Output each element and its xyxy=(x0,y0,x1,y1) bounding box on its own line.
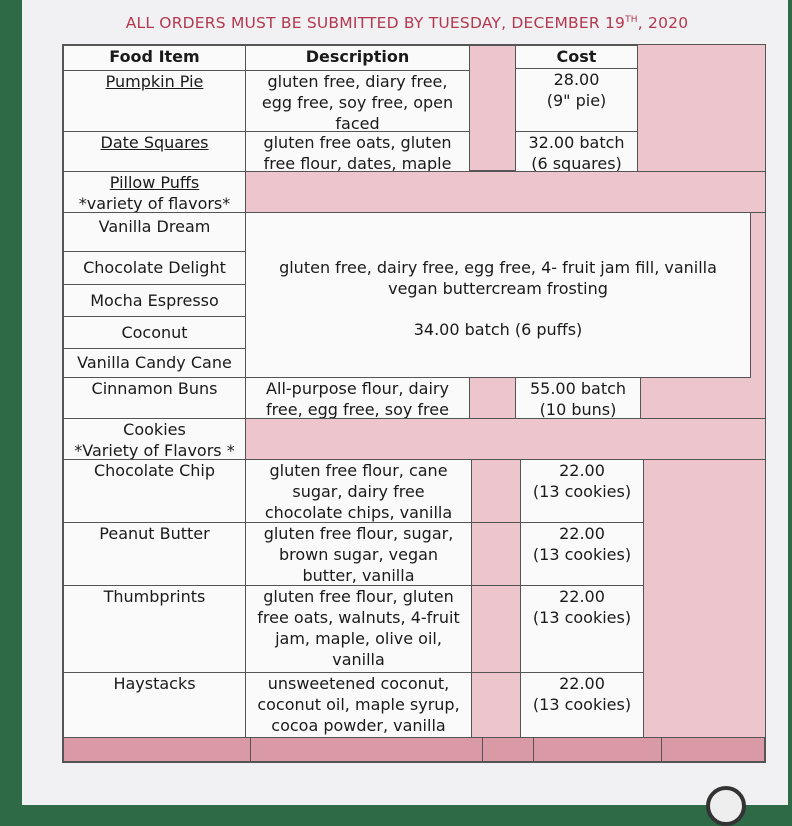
empty-row-cell xyxy=(533,737,662,762)
section-cookies xyxy=(63,418,246,460)
empty-row-cell xyxy=(661,737,765,762)
pillow-puffs-cost: 34.00 batch (6 puffs) xyxy=(413,320,583,339)
menu-sheet xyxy=(22,0,788,805)
cost-thumbprints: 22.00 (13 cookies) xyxy=(520,585,644,673)
section-pillow-puffs xyxy=(63,171,246,213)
flavor-vanilla-candy-cane: Vanilla Candy Cane xyxy=(63,348,246,378)
item-peanut-butter: Peanut Butter xyxy=(63,522,246,586)
pillow-puffs-subtitle: *variety of flavors* xyxy=(78,194,231,213)
order-deadline-notice: ALL ORDERS MUST BE SUBMITTED BY TUESDAY, DECEMBER 19TH, 2020 xyxy=(125,14,689,32)
cost-peanut-butter: 22.00 (13 cookies) xyxy=(520,522,644,586)
pillow-puffs-band xyxy=(245,171,765,213)
cookies-band xyxy=(245,418,765,460)
empty-row-cell xyxy=(63,737,251,762)
cookies-subtitle: *Variety of Flavors * xyxy=(74,441,235,460)
header-food-item: Food Item xyxy=(63,45,246,71)
pillow-puffs-details xyxy=(245,212,751,378)
item-chocolate-chip: Chocolate Chip xyxy=(63,459,246,523)
cookies-title: Cookies xyxy=(123,420,186,439)
spacer-cell xyxy=(471,585,521,673)
cost-date-squares: 32.00 batch (6 squares) xyxy=(515,131,638,172)
corner-logo-icon xyxy=(706,786,746,826)
desc-pumpkin-pie: gluten free, diary free, egg free, soy free, open faced xyxy=(245,70,470,132)
item-cinnamon-buns: Cinnamon Buns xyxy=(63,377,246,419)
item-haystacks: Haystacks xyxy=(63,672,246,738)
cost-pumpkin-pie: 28.00 (9" pie) xyxy=(515,68,638,132)
spacer-cell xyxy=(469,377,516,419)
spacer-cell xyxy=(471,522,521,586)
cost-chocolate-chip: 22.00 (13 cookies) xyxy=(520,459,644,523)
desc-peanut-butter: gluten free flour, sugar, brown sugar, vegan butter, vanilla xyxy=(245,522,472,586)
empty-row-cell xyxy=(482,737,534,762)
header-cost: Cost xyxy=(515,45,638,69)
item-pumpkin-pie: Pumpkin Pie xyxy=(63,70,246,132)
spacer-cell xyxy=(469,45,516,171)
empty-row-cell xyxy=(250,737,483,762)
desc-date-squares: gluten free oats, gluten free flour, dates, maple xyxy=(245,131,470,172)
pillow-puffs-title: Pillow Puffs xyxy=(109,173,200,192)
flavor-coconut: Coconut xyxy=(63,316,246,349)
menu-table xyxy=(62,44,766,763)
flavor-mocha-espresso: Mocha Espresso xyxy=(63,284,246,317)
spacer-cell xyxy=(471,459,521,523)
cost-cinnamon-buns: 55.00 batch (10 buns) xyxy=(515,377,641,419)
desc-haystacks: unsweetened coconut, coconut oil, maple syrup, cocoa powder, vanilla xyxy=(245,672,472,738)
item-thumbprints: Thumbprints xyxy=(63,585,246,673)
desc-thumbprints: gluten free flour, gluten free oats, walnuts, 4-fruit jam, maple, olive oil, vanilla xyxy=(245,585,472,673)
pillow-puffs-description: gluten free, dairy free, egg free, 4- fruit jam fill, vanilla vegan buttercream frosting xyxy=(279,258,717,298)
desc-cinnamon-buns: All-purpose flour, dairy free, egg free, soy free xyxy=(245,377,470,419)
flavor-vanilla-dream: Vanilla Dream xyxy=(63,212,246,252)
spacer-cell xyxy=(471,672,521,738)
flavor-chocolate-delight: Chocolate Delight xyxy=(63,251,246,285)
item-date-squares: Date Squares xyxy=(63,131,246,172)
cost-haystacks: 22.00 (13 cookies) xyxy=(520,672,644,738)
header-description: Description xyxy=(245,45,470,71)
desc-chocolate-chip: gluten free flour, cane sugar, dairy free chocolate chips, vanilla xyxy=(245,459,472,523)
